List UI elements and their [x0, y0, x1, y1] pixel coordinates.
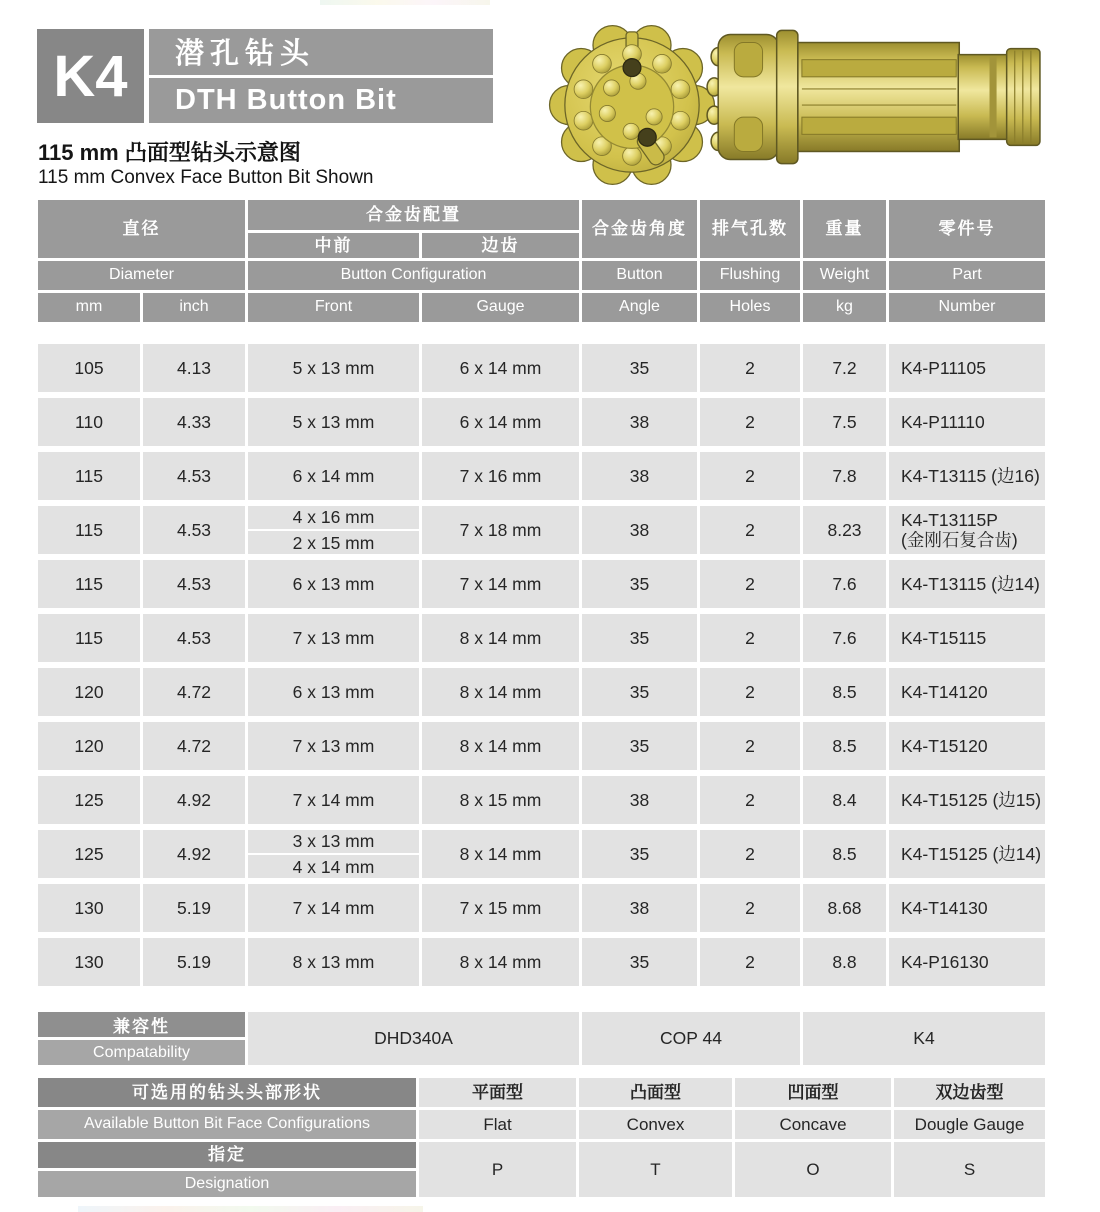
cell-gauge: 6 x 14 mm [422, 344, 579, 392]
cell-kg: 8.68 [803, 884, 886, 932]
cell-mm: 115 [38, 452, 140, 500]
designation-value: P [419, 1142, 576, 1197]
col-header-front-zh: 中前 [248, 233, 419, 258]
cell-mm: 120 [38, 722, 140, 770]
cell-holes: 2 [700, 452, 800, 500]
cell-gauge: 6 x 14 mm [422, 398, 579, 446]
cell-gauge: 8 x 14 mm [422, 668, 579, 716]
model-badge: K4 [37, 29, 144, 123]
cell-angle: 35 [582, 614, 697, 662]
cell-front: 5 x 13 mm [248, 344, 419, 392]
col-header-button: Button [582, 261, 697, 290]
cell-mm: 105 [38, 344, 140, 392]
compatibility-value: COP 44 [582, 1012, 800, 1065]
face-type-zh: 凹面型 [735, 1078, 891, 1107]
cell-kg: 7.8 [803, 452, 886, 500]
cell-kg: 7.6 [803, 560, 886, 608]
cell-holes: 2 [700, 668, 800, 716]
cell-part: K4-T13115 (边16) [889, 452, 1045, 500]
cell-mm: 130 [38, 884, 140, 932]
cell-angle: 35 [582, 938, 697, 986]
cell-holes: 2 [700, 398, 800, 446]
cell-mm: 130 [38, 938, 140, 986]
cell-mm: 125 [38, 830, 140, 878]
cell-holes: 2 [700, 938, 800, 986]
cell-part: K4-P11105 [889, 344, 1045, 392]
cell-part: K4-P16130 [889, 938, 1045, 986]
cell-mm: 115 [38, 506, 140, 554]
face-type-en: Concave [735, 1110, 891, 1139]
col-header-kg: kg [803, 293, 886, 322]
drill-bit-side-view-image [698, 26, 1046, 168]
col-header-weight: Weight [803, 261, 886, 290]
col-header-button-config-en: Button Configuration [248, 261, 579, 290]
col-header-weight-zh: 重量 [803, 200, 886, 258]
cell-mm: 115 [38, 614, 140, 662]
cell-part: K4-T15120 [889, 722, 1045, 770]
face-config-table [38, 1078, 1045, 1197]
cell-inch: 4.13 [143, 344, 245, 392]
col-header-part-zh: 零件号 [889, 200, 1045, 258]
cell-front: 7 x 13 mm [248, 614, 419, 662]
face-config-label-en: Available Button Bit Face Configurations [38, 1110, 416, 1139]
designation-label-en: Designation [38, 1171, 416, 1197]
col-header-angle-zh: 合金齿角度 [582, 200, 697, 258]
cell-kg: 8.8 [803, 938, 886, 986]
cell-part [889, 506, 1045, 554]
compatibility-value: K4 [803, 1012, 1045, 1065]
cell-inch: 4.53 [143, 452, 245, 500]
cell-gauge: 8 x 14 mm [422, 722, 579, 770]
col-header-diameter-zh: 直径 [38, 200, 245, 258]
cell-front: 8 x 13 mm [248, 938, 419, 986]
cell-front-split [248, 830, 419, 878]
cell-mm: 125 [38, 776, 140, 824]
cell-angle: 35 [582, 560, 697, 608]
col-header-inch: inch [143, 293, 245, 322]
cell-angle: 38 [582, 506, 697, 554]
cell-part: K4-T13115 (边14) [889, 560, 1045, 608]
col-header-holes: Holes [700, 293, 800, 322]
cell-holes: 2 [700, 560, 800, 608]
front-bottom: 4 x 14 mm [248, 853, 419, 879]
cell-mm: 110 [38, 398, 140, 446]
cell-holes: 2 [700, 776, 800, 824]
cell-gauge: 7 x 18 mm [422, 506, 579, 554]
cell-gauge: 7 x 15 mm [422, 884, 579, 932]
col-header-gauge-en: Gauge [422, 293, 579, 322]
spec-table-header [38, 200, 1045, 322]
compatibility-table [38, 1012, 1045, 1065]
cell-inch: 4.72 [143, 668, 245, 716]
cell-kg: 8.5 [803, 668, 886, 716]
col-header-mm: mm [38, 293, 140, 322]
face-type-en: Dougle Gauge [894, 1110, 1045, 1139]
cell-front: 6 x 14 mm [248, 452, 419, 500]
cell-kg: 8.23 [803, 506, 886, 554]
col-header-flushing: Flushing [700, 261, 800, 290]
cell-angle: 35 [582, 668, 697, 716]
cell-angle: 38 [582, 884, 697, 932]
cell-holes: 2 [700, 344, 800, 392]
cell-angle: 35 [582, 344, 697, 392]
front-bottom: 2 x 15 mm [248, 529, 419, 555]
cell-inch: 4.53 [143, 506, 245, 554]
designation-value: S [894, 1142, 1045, 1197]
cell-inch: 4.92 [143, 776, 245, 824]
face-type-zh: 凸面型 [579, 1078, 732, 1107]
cell-kg: 7.5 [803, 398, 886, 446]
compatibility-label-en: Compatability [38, 1040, 245, 1065]
face-type-zh: 双边齿型 [894, 1078, 1045, 1107]
cell-holes: 2 [700, 506, 800, 554]
designation-value: O [735, 1142, 891, 1197]
cell-gauge: 8 x 14 mm [422, 614, 579, 662]
col-header-diameter-en: Diameter [38, 261, 245, 290]
cell-mm: 115 [38, 560, 140, 608]
cell-gauge: 7 x 16 mm [422, 452, 579, 500]
cell-part: K4-T15125 (边14) [889, 830, 1045, 878]
subtitle-zh: 115 mm 凸面型钻头示意图 [38, 140, 301, 165]
cell-inch: 4.53 [143, 614, 245, 662]
cell-kg: 8.5 [803, 830, 886, 878]
designation-label-zh: 指定 [38, 1142, 416, 1168]
col-header-button-config-zh: 合金齿配置 [248, 200, 579, 230]
cell-holes: 2 [700, 614, 800, 662]
cell-front-split [248, 506, 419, 554]
front-top: 3 x 13 mm [292, 830, 375, 851]
face-type-en: Flat [419, 1110, 576, 1139]
compatibility-label [38, 1012, 245, 1065]
cell-front: 5 x 13 mm [248, 398, 419, 446]
cell-mm: 120 [38, 668, 140, 716]
cell-angle: 38 [582, 398, 697, 446]
cell-front: 7 x 14 mm [248, 884, 419, 932]
cell-inch: 4.92 [143, 830, 245, 878]
col-header-gauge-zh: 边齿 [422, 233, 579, 258]
product-title-en: DTH Button Bit [149, 78, 493, 124]
cell-inch: 5.19 [143, 884, 245, 932]
cell-part: K4-T15125 (边15) [889, 776, 1045, 824]
flushing-hole-top [623, 59, 641, 77]
cell-gauge: 7 x 14 mm [422, 560, 579, 608]
cell-gauge: 8 x 15 mm [422, 776, 579, 824]
compatibility-label-zh: 兼容性 [38, 1012, 245, 1037]
cell-kg: 7.6 [803, 614, 886, 662]
cell-inch: 5.19 [143, 938, 245, 986]
col-header-angle: Angle [582, 293, 697, 322]
cell-front: 6 x 13 mm [248, 560, 419, 608]
part-line1: K4-T13115P [901, 509, 998, 530]
col-header-part: Part [889, 261, 1045, 290]
col-header-flushing-zh: 排气孔数 [700, 200, 800, 258]
cropped-bottom-artifact [78, 1206, 423, 1212]
cell-inch: 4.53 [143, 560, 245, 608]
spec-table-body [38, 344, 1045, 986]
cropped-top-artifact [320, 0, 490, 5]
col-header-number: Number [889, 293, 1045, 322]
cell-part: K4-T14120 [889, 668, 1045, 716]
col-header-front-en: Front [248, 293, 419, 322]
cell-front: 6 x 13 mm [248, 668, 419, 716]
cell-inch: 4.72 [143, 722, 245, 770]
cell-gauge: 8 x 14 mm [422, 938, 579, 986]
cell-holes: 2 [700, 722, 800, 770]
cell-kg: 8.5 [803, 722, 886, 770]
cell-angle: 35 [582, 722, 697, 770]
face-type-zh: 平面型 [419, 1078, 576, 1107]
cell-holes: 2 [700, 830, 800, 878]
cell-kg: 8.4 [803, 776, 886, 824]
part-line2: (金刚石复合齿) [901, 530, 1018, 550]
cell-gauge: 8 x 14 mm [422, 830, 579, 878]
cell-part: K4-P11110 [889, 398, 1045, 446]
front-top: 4 x 16 mm [292, 506, 375, 527]
cell-holes: 2 [700, 884, 800, 932]
cell-part: K4-T14130 [889, 884, 1045, 932]
face-config-label-zh: 可选用的钻头头部形状 [38, 1078, 416, 1107]
cell-angle: 38 [582, 776, 697, 824]
subtitle-en: 115 mm Convex Face Button Bit Shown [38, 167, 374, 188]
product-title-zh: 潜孔钻头 [149, 29, 493, 75]
cell-kg: 7.2 [803, 344, 886, 392]
product-title-block [149, 29, 493, 123]
cell-angle: 35 [582, 830, 697, 878]
cell-part: K4-T15115 [889, 614, 1045, 662]
cell-front: 7 x 13 mm [248, 722, 419, 770]
compatibility-value: DHD340A [248, 1012, 579, 1065]
cell-angle: 38 [582, 452, 697, 500]
cell-front: 7 x 14 mm [248, 776, 419, 824]
designation-value: T [579, 1142, 732, 1197]
face-type-en: Convex [579, 1110, 732, 1139]
cell-inch: 4.33 [143, 398, 245, 446]
